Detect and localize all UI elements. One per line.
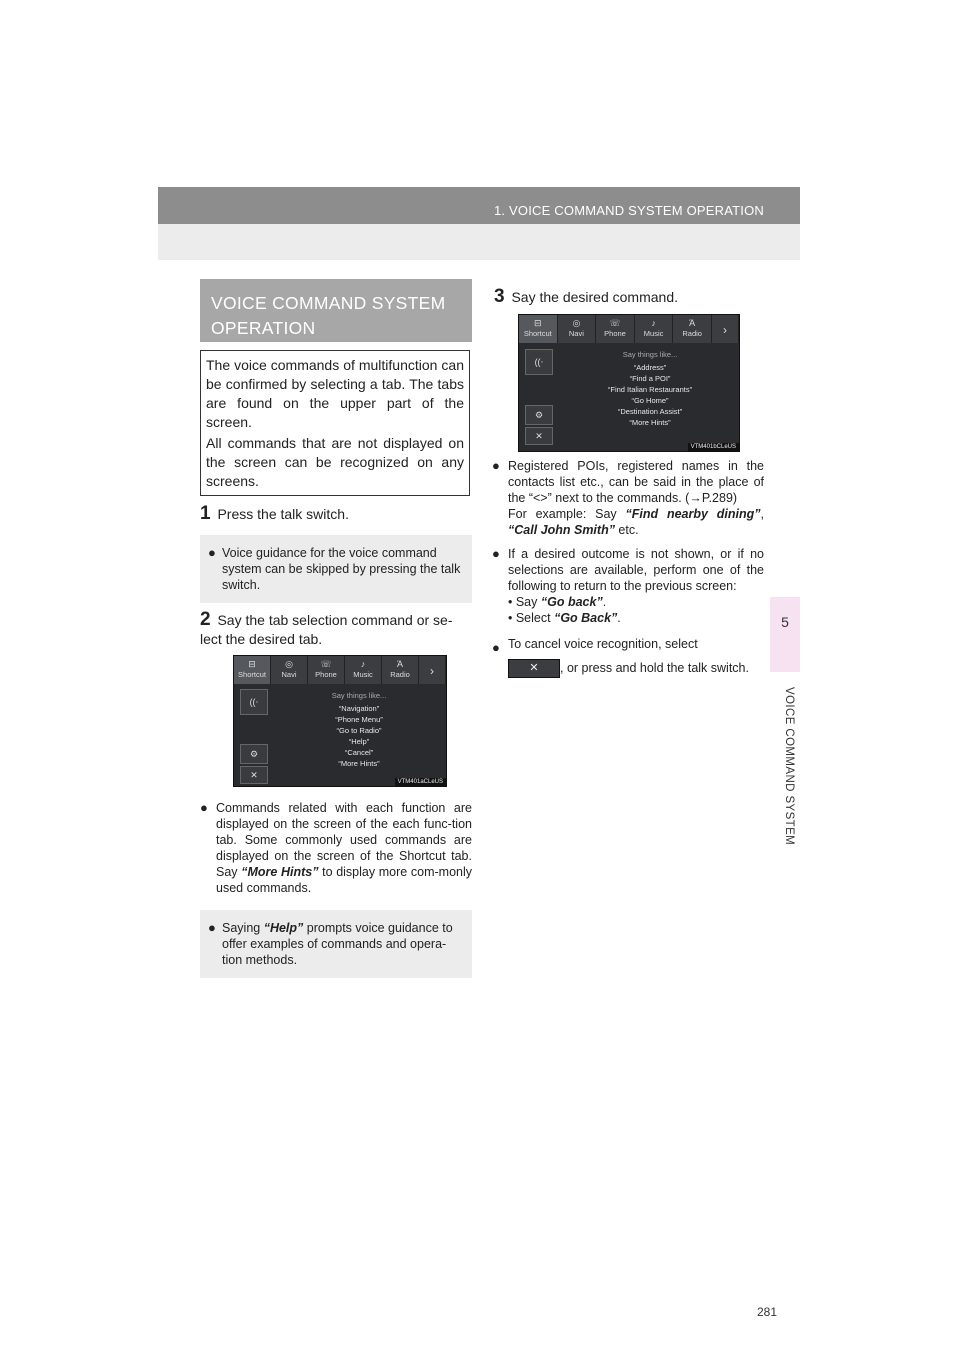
- tab-bar: [519, 315, 739, 343]
- radio-icon: Ά: [689, 318, 696, 328]
- music-icon: ♪: [360, 659, 366, 669]
- note-help: ● Saying “Help” prompts voice guidance to offer examples of commands and opera-tion methods.: [200, 910, 472, 978]
- tab-radio[interactable]: Ά Radio: [673, 315, 712, 343]
- tab-radio[interactable]: Ά Radio: [382, 656, 419, 684]
- bullet-registered: ● Registered POIs, registered names in the contacts list etc., can be said in the place of the “<>” next to the commands. (→P.289) For example: Say “Find nearby dining”, “Call John Smith” etc.: [492, 458, 764, 537]
- bullet-icon: ●: [492, 640, 500, 655]
- navi-icon: ◎: [285, 659, 293, 669]
- bullet-icon: ●: [208, 545, 216, 560]
- tab-music[interactable]: ♪ Music: [345, 656, 382, 684]
- tab-navi[interactable]: ◎ Navi: [271, 656, 308, 684]
- command-list: [279, 690, 439, 769]
- tab-phone[interactable]: ☏ Phone: [308, 656, 345, 684]
- tab-phone[interactable]: ☏ Phone: [596, 315, 635, 343]
- command-item[interactable]: “Navigation”: [338, 704, 380, 713]
- close-button[interactable]: ✕: [525, 427, 553, 445]
- command-item[interactable]: “Go to Radio”: [336, 726, 382, 735]
- cancel-button: ✕: [508, 659, 560, 678]
- tab-bar: [234, 656, 446, 684]
- command-item[interactable]: “More Hints”: [629, 418, 671, 427]
- header-title: 1. VOICE COMMAND SYSTEM OPERATION: [493, 203, 764, 218]
- bullet-outcome: ● If a desired outcome is not shown, or if no selections are available, perform one of the following to return to the previous screen: • Say “Go back”. • Select “Go Back”.: [492, 546, 764, 625]
- header-bar: [158, 187, 800, 224]
- bullet-icon: ●: [208, 920, 216, 935]
- settings-button[interactable]: ⚙: [525, 405, 553, 425]
- tab-music[interactable]: ♪ Music: [635, 315, 674, 343]
- note-skip-guidance: ● Voice guidance for the voice command system can be skipped by pressing the talk switch.: [200, 535, 472, 603]
- command-item[interactable]: “Go Home”: [631, 396, 669, 405]
- microphone-icon: ((⋅: [525, 349, 553, 375]
- next-tab-button[interactable]: ›: [419, 656, 446, 684]
- page-number: 281: [757, 1305, 778, 1319]
- next-tab-button[interactable]: ›: [712, 315, 739, 343]
- intro-paragraph-1: The voice commands of multifunction can be confirmed by selecting a tab. The tabs are found on the upper part of the screen.: [206, 357, 464, 430]
- step-1: 1 Press the talk switch.: [200, 503, 349, 524]
- prompt-text: Say things like...: [622, 350, 678, 359]
- phone-icon: ☏: [609, 318, 621, 328]
- tab-shortcut[interactable]: ⊟ Shortcut: [234, 656, 271, 684]
- command-item[interactable]: “Help”: [348, 737, 370, 746]
- radio-icon: Ά: [396, 659, 403, 669]
- intro-paragraph-2: All commands that are not displayed on the screen can be recognized on any screens.: [206, 435, 464, 489]
- tab-navi[interactable]: ◎ Navi: [558, 315, 597, 343]
- command-item[interactable]: “Find a POI”: [629, 374, 671, 383]
- bullet-icon: ●: [200, 800, 208, 815]
- bullet-icon: ●: [492, 546, 500, 561]
- close-button[interactable]: ✕: [240, 766, 268, 784]
- bullet-commands: ● Commands related with each function are displayed on the screen of the each func-tion tab. Some commonly used commands are displayed on the screen of the Shortcut tab. Say “More Hints” to display more com-monly used commands.: [200, 800, 473, 895]
- shortcut-icon: ⊟: [248, 659, 256, 669]
- command-item[interactable]: “Address”: [633, 363, 667, 372]
- phone-icon: ☏: [320, 659, 332, 669]
- command-item[interactable]: “Destination Assist”: [617, 407, 683, 416]
- step-3: 3 Say the desired command.: [494, 286, 678, 307]
- command-item[interactable]: “More Hints”: [338, 759, 380, 768]
- image-caption: VTM401bCLeUS: [688, 443, 739, 451]
- tab-shortcut[interactable]: ⊟ Shortcut: [519, 315, 558, 343]
- shortcut-icon: ⊟: [534, 318, 542, 328]
- chapter-number: 5: [781, 614, 789, 630]
- navi-icon: ◎: [572, 318, 581, 328]
- section-title: VOICE COMMAND SYSTEM OPERATION: [211, 293, 446, 338]
- screenshot-command-list: [518, 314, 740, 452]
- settings-button[interactable]: ⚙: [240, 744, 268, 764]
- header-band: [158, 224, 800, 260]
- screenshot-shortcut-tab: [233, 655, 447, 787]
- chapter-label: VOICE COMMAND SYSTEM: [783, 687, 795, 846]
- image-caption: VTM401aCLeUS: [395, 778, 446, 786]
- microphone-icon: ((⋅: [240, 689, 268, 715]
- command-list: [567, 349, 733, 428]
- command-item[interactable]: “Cancel”: [344, 748, 374, 757]
- command-item[interactable]: “Phone Menu”: [335, 715, 383, 724]
- music-icon: ♪: [651, 318, 656, 328]
- bullet-icon: ●: [492, 458, 500, 473]
- section-title-box: [200, 279, 472, 342]
- command-item[interactable]: “Find Italian Restaurants”: [607, 385, 693, 394]
- prompt-text: Say things like...: [331, 691, 387, 700]
- bullet-cancel: ● To cancel voice recognition, select ✕ , or press and hold the talk switch.: [508, 632, 764, 680]
- intro-box: [200, 350, 470, 496]
- chapter-tab: [770, 597, 800, 672]
- step-2: 2 Say the tab selection command or se-lect the desired tab.: [200, 609, 453, 647]
